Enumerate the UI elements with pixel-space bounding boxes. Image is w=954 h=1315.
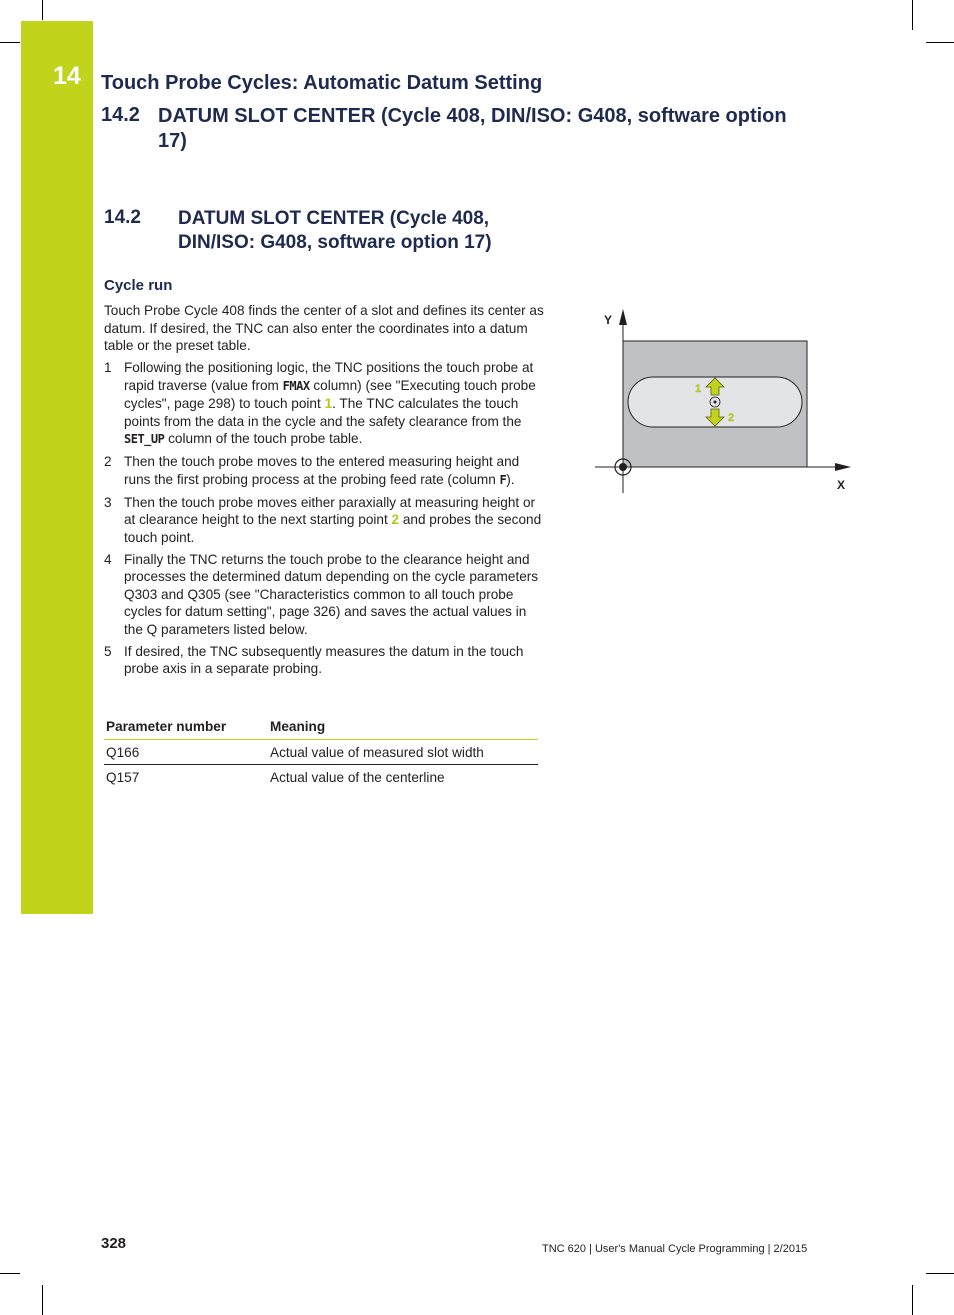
step-text: Finally the TNC returns the touch probe to the clearance height and processes the determined datum depending on the cycle parameters Q303 and Q305 (see "Characteristics common to all touch probe cycles for datum setting", page 326) and saves the actual values in the Q parameters listed below. — [124, 551, 539, 637]
table-cell: Actual value of measured slot width — [268, 740, 538, 765]
step-text: Then the touch probe moves either paraxially at measuring height or at clearance height to the next starting point — [124, 494, 536, 528]
touch-point-2-label: 2 — [728, 412, 735, 424]
crop-mark — [926, 1273, 954, 1274]
slot-center-diagram — [595, 305, 855, 495]
table-row — [104, 740, 538, 765]
table-row — [104, 765, 538, 790]
touch-point-1-label: 1 — [695, 383, 702, 395]
page-number: 328 — [101, 1235, 127, 1252]
parameter-table — [104, 717, 538, 789]
step-number: 3 — [104, 494, 112, 510]
step-text: If desired, the TNC subsequently measures the datum in the touch probe axis in a separate probing. — [124, 643, 524, 677]
keyword-set-up: SET_UP — [124, 432, 165, 447]
section-title: DATUM SLOT CENTER (Cycle 408, DIN/ISO: G408, software option 17) — [178, 208, 492, 253]
step-text: Following the positioning logic, the TNC positions the touch probe at rapid traverse (value from — [124, 360, 534, 393]
table-cell: Q157 — [106, 770, 140, 785]
crop-mark — [926, 42, 954, 43]
touch-point-ref: 2 — [391, 512, 400, 528]
column-header: Parameter number — [104, 717, 268, 740]
step-number: 5 — [104, 643, 112, 659]
probe-tip-center — [714, 401, 717, 404]
running-header-section-title: DATUM SLOT CENTER (Cycle 408, DIN/ISO: G408, software option 17) — [158, 105, 787, 152]
step-number: 4 — [104, 551, 112, 567]
x-axis-label: X — [837, 478, 846, 492]
list-item — [104, 453, 544, 489]
step-text: column) (see "Executing touch probe cycles", page 298) to touch point — [124, 377, 536, 412]
column-header: Meaning — [268, 717, 538, 740]
chapter-tab-bar — [21, 21, 93, 914]
keyword-fmax: FMAX — [282, 378, 310, 393]
step-number: 1 — [104, 360, 112, 375]
step-text: Then the touch probe moves to the entered measuring height and runs the first probing process at the probing feed rate (column — [124, 454, 520, 487]
list-item — [104, 643, 544, 678]
subsection-heading: Cycle run — [104, 277, 173, 294]
crop-mark — [0, 1273, 20, 1274]
list-item — [104, 551, 544, 639]
step-text: column of the touch probe table. — [164, 431, 363, 447]
footer-text: TNC 620 | User's Manual Cycle Programming | 2/2015 — [542, 1243, 808, 1255]
datum-origin-dot — [619, 463, 627, 471]
y-axis-arrow — [619, 309, 627, 325]
table-cell: Actual value of the centerline — [270, 770, 445, 785]
crop-mark — [42, 1285, 43, 1315]
keyword-f: F — [499, 472, 507, 487]
list-item — [104, 359, 544, 449]
step-text: ). — [506, 471, 515, 487]
y-axis-label: Y — [604, 313, 613, 327]
cycle-steps-list — [104, 359, 544, 682]
crop-mark — [912, 1285, 913, 1315]
running-header-title: Touch Probe Cycles: Automatic Datum Setting — [101, 72, 543, 94]
step-text: . The TNC calculates the touch points from the data in the cycle and the safety clearance from the — [124, 396, 522, 429]
running-header-section-number: 14.2 — [101, 104, 140, 126]
crop-mark — [912, 0, 913, 30]
intro-paragraph: Touch Probe Cycle 408 finds the center of a slot and defines its center as datum. If desired, the TNC can also enter the coordinates into a datum table or the preset table. — [104, 303, 544, 354]
crop-mark — [42, 0, 43, 20]
table-header-row — [104, 717, 538, 740]
step-number: 2 — [104, 454, 112, 470]
list-item — [104, 494, 544, 547]
touch-point-ref: 1 — [324, 396, 333, 412]
step-text: and probes the second touch point. — [124, 512, 542, 545]
section-number: 14.2 — [104, 207, 141, 228]
table-cell: Q166 — [104, 740, 268, 765]
chapter-number: 14 — [53, 62, 81, 90]
crop-mark — [0, 42, 20, 43]
x-axis-arrow — [835, 463, 851, 471]
